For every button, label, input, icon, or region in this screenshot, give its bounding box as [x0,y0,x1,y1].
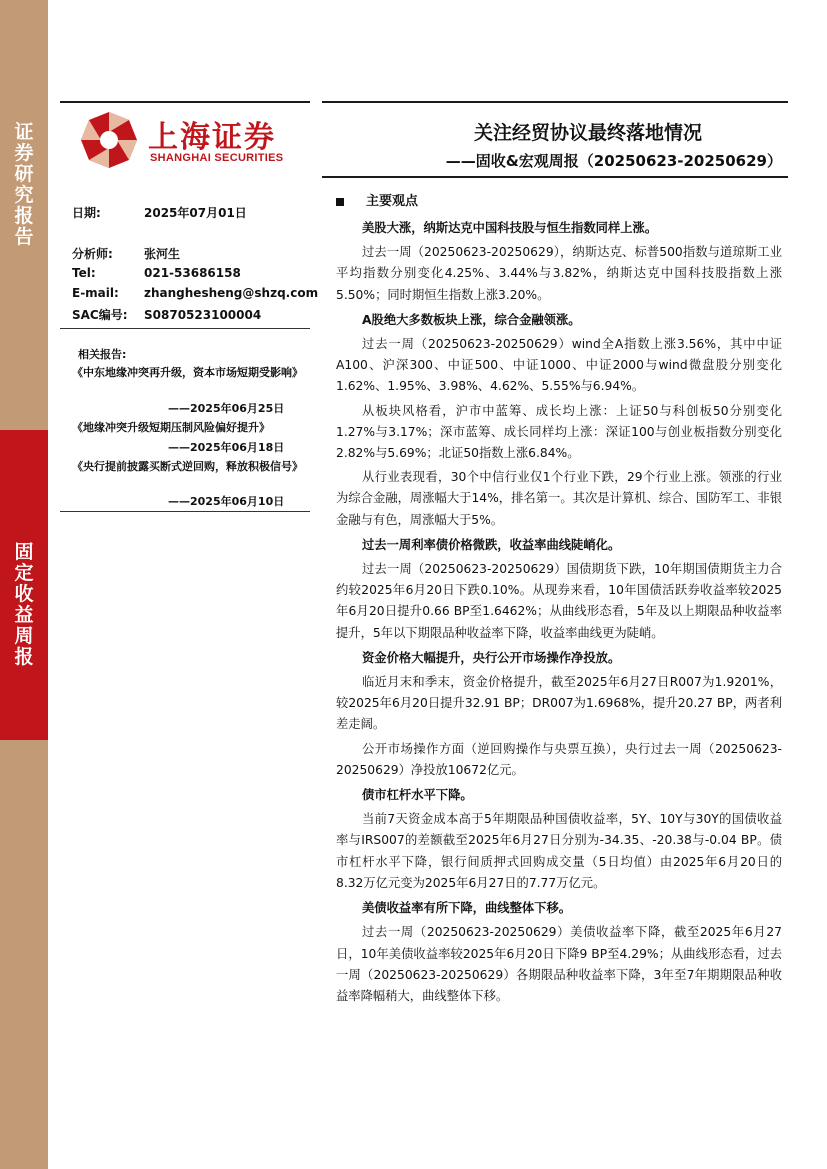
header-rule-right [322,101,788,103]
related-report-date: ——2025年06月10日 [168,495,285,508]
sidebar-category-label: 固 定 收 益 周 报 [14,541,34,668]
sac-label: SAC编号: [72,308,128,322]
key-point-heading: 美股大涨，纳斯达克中国科技股与恒生指数同样上涨。 [362,221,658,235]
sidebar-band [0,0,48,1169]
body-paragraph: 从板块风格看，沪市中蓝筹、成长均上涨：上证50与科创板50分别变化1.27%与3.17%；深市蓝筹、成长同样均上涨：深证100与创业板指数分别变化2.82%与5.69%；北证50指数上涨6.84%。 [336,403,782,461]
related-report-date: ——2025年06月25日 [168,402,285,415]
logo-english-name: SHANGHAI SECURITIES [150,152,284,164]
date-label: 日期: [72,206,101,220]
body-paragraph: 过去一周（20250623-20250629）wind全A指数上涨3.56%，其中中证A100、沪深300、中证500、中证1000、中证2000与wind微盘股分别变化1.62%、1.95%、3.98%、4.62%、5.55%与6.94%。 [336,337,782,394]
related-report-title[interactable]: 《地缘冲突升级短期压制风险偏好提升》 [72,421,270,434]
body-paragraph: 过去一周（20250623-20250629）国债期货下跌，10年期国债期货主力合约较2025年6月20日下跌0.10%。从现券来看，10年国债活跃券收益率较2025年6月20日提升0.66 BP至1.6462%；从曲线形态看，5年及以上期限品种收益率提升，5年以下期限品种收益率下降，收益率曲线更为陡峭。 [336,562,782,640]
email-label: E-mail: [72,286,119,300]
meta-divider [60,328,310,329]
analyst-row [72,245,180,262]
company-logo [78,110,308,170]
main-body [336,214,782,1007]
sac-row [72,306,261,323]
title-rule [322,176,788,178]
related-report-title[interactable]: 《央行提前披露买断式逆回购，释放积极信号》 [72,460,303,473]
tel-row [72,266,241,280]
analyst-label: 分析师: [72,247,113,261]
tel-label: Tel: [72,266,96,280]
sidebar-report-type-label: 证 券 研 究 报 告 [14,121,34,248]
date-row [72,204,247,221]
related-report-title[interactable]: 《中东地缘冲突再升级，资本市场短期受影响》 [72,366,303,379]
tel-value: 021-53686158 [144,266,241,280]
body-paragraph: 临近月末和季末，资金价格提升，截至2025年6月27日R007为1.9201%，较2025年6月20日提升32.91 BP；DR007为1.6968%，提升20.27 BP，两者利差走阔。 [336,675,782,732]
key-point-heading: 债市杠杆水平下降。 [362,788,473,803]
logo-chinese-name: 上海证券 [148,120,276,155]
header-rule-left [60,101,310,103]
square-bullet-icon [336,198,344,206]
logo-emblem-icon [78,110,140,170]
related-reports-heading: 相关报告: [78,348,127,361]
section-title: 主要观点 [366,194,419,209]
email-value[interactable]: zhanghesheng@shzq.com [144,286,319,300]
key-point-heading: 资金价格大幅提升，央行公开市场操作净投放。 [362,650,621,665]
body-paragraph: 过去一周（20250623-20250629），纳斯达克、标普500指数与道琼斯工业平均指数分别变化4.25%、3.44%与3.82%，纳斯达克中国科技股指数上涨5.50%；同时期恒生指数上涨3.20%。 [336,245,782,302]
body-paragraph: 过去一周（20250623-20250629）美债收益率下降，截至2025年6月27日，10年美债收益率较2025年6月20日下降9 BP至4.29%；从曲线形态看，过去一周（20250623-20250629）各期限品种收益率下降，3年至7年期期限品种收益率降幅稍大，曲线整体下移。 [336,925,782,1003]
section-heading [336,190,418,209]
body-paragraph: 从行业表现看，30个中信行业仅1个行业下跌，29个行业上涨。领涨的行业为综合金融，周涨幅大于14%，排名第一。其次是计算机、综合、国防军工、非银金融与有色，周涨幅大于5%。 [336,470,782,527]
key-point-heading: A股绝大多数板块上涨，综合金融领涨。 [362,312,581,327]
analyst-value: 张河生 [144,247,181,261]
key-point-heading: 美债收益率有所下降，曲线整体下移。 [362,901,572,916]
report-subtitle: ——固收&宏观周报（20250623-20250629） [445,152,782,170]
related-divider [60,511,310,512]
date-value: 2025年07月01日 [144,206,247,220]
email-row [72,286,318,300]
key-point-heading: 过去一周利率债价格微跌，收益率曲线陡峭化。 [362,537,621,552]
sac-value: S0870523100004 [144,308,262,322]
report-title: 关注经贸协议最终落地情况 [473,122,702,144]
body-paragraph: 当前7天资金成本高于5年期限品种国债收益率，5Y、10Y与30Y的国债收益率与IRS007的差额截至2025年6月27日分别为-34.35、-20.38与-0.04 BP。债市杠杆水平下降，银行间质押式回购成交量（5日均值）由2025年6月20日的8.32万亿元变为2025年6月27日的7.77万亿元。 [336,812,782,890]
body-paragraph: 公开市场操作方面（逆回购操作与央票互换），央行过去一周（20250623-20250629）净投放10672亿元。 [336,741,782,777]
related-report-date: ——2025年06月18日 [168,441,285,454]
